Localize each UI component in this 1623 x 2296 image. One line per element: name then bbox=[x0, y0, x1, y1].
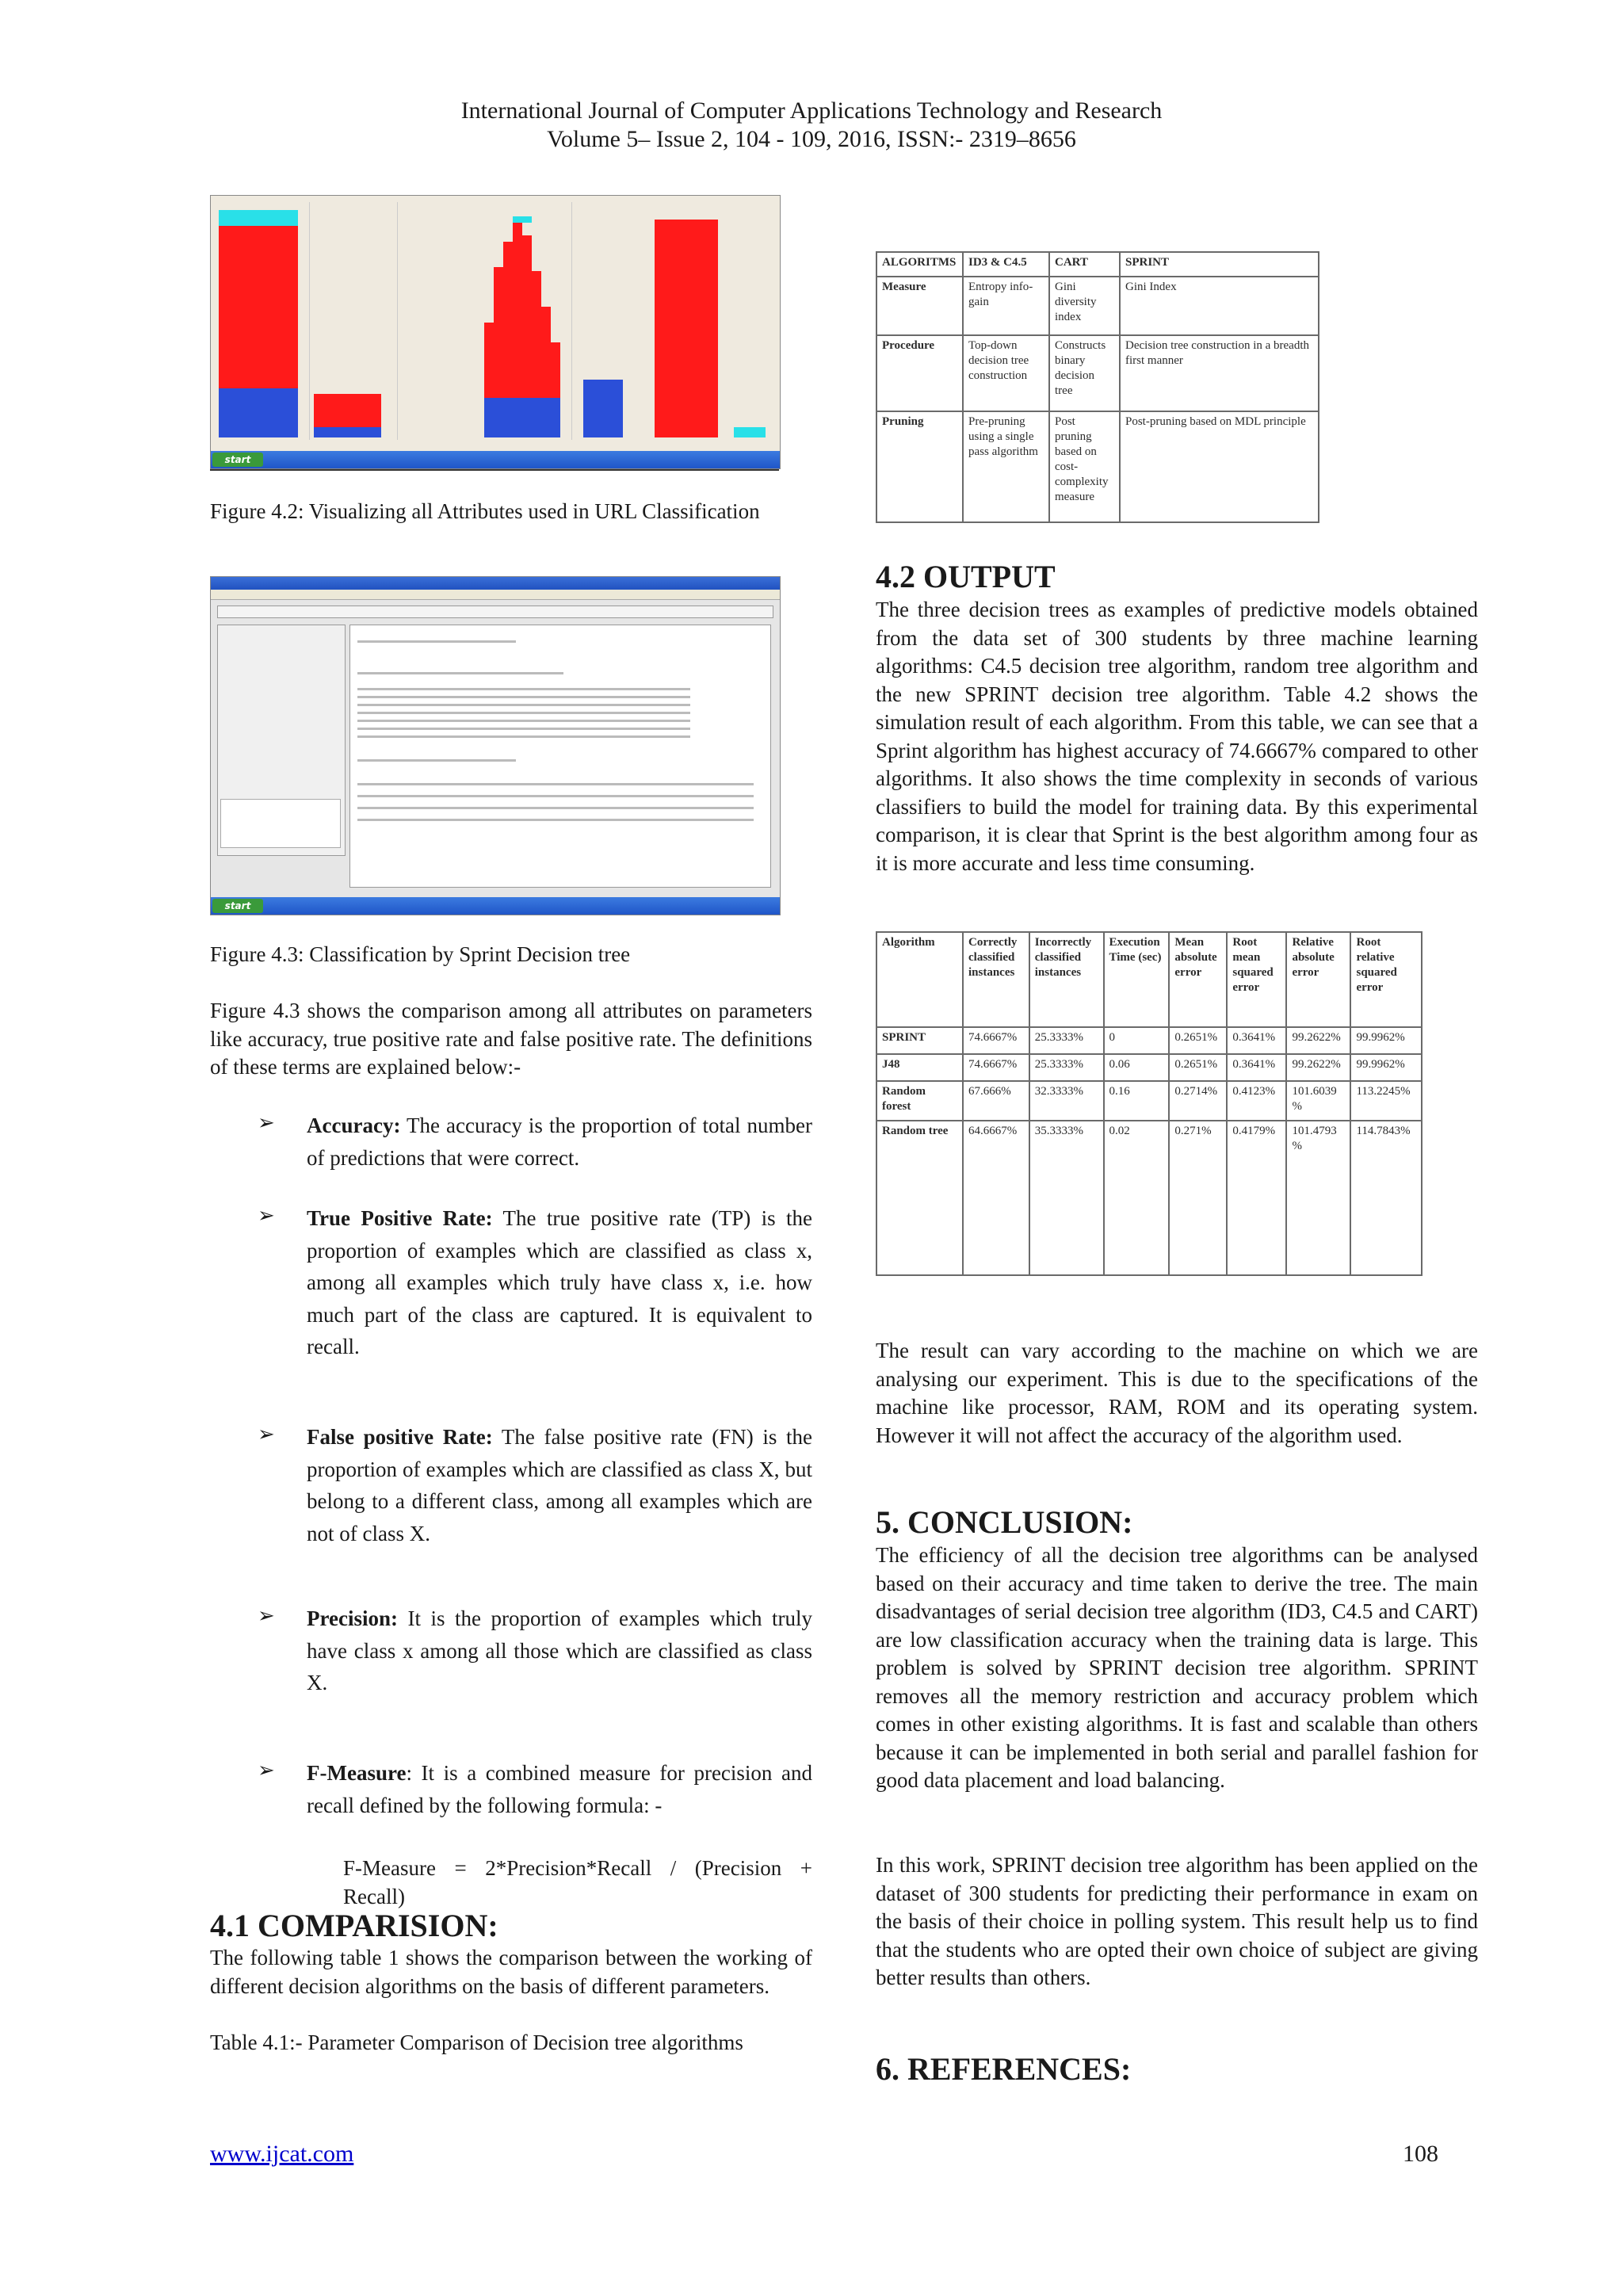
table-cell: 0.3641% bbox=[1227, 1054, 1286, 1081]
table-4-1-caption: Table 4.1:- Parameter Comparison of Decision tree algorithms bbox=[210, 2030, 743, 2054]
figure-4-2-caption: Figure 4.2: Visualizing all Attributes used in URL Classification bbox=[210, 499, 760, 523]
table-header-cell: CART bbox=[1049, 252, 1120, 277]
journal-title: International Journal of Computer Applications Technology and Research bbox=[460, 97, 1163, 124]
figure-4-2-image: start bbox=[210, 195, 781, 469]
arrow-bullet-icon: ➢ bbox=[258, 1604, 275, 1628]
table-cell: 0.271% bbox=[1169, 1121, 1227, 1275]
table-4-1 bbox=[876, 251, 1319, 523]
conclusion-paragraph-2: In this work, SPRINT decision tree algorithm has been applied on the dataset of 300 students for predicting their performance in exam on the basis of their choice in polling system. This result help us to find that the students who are opted their own choice of subject are giving better results than others. bbox=[876, 1853, 1478, 1989]
table-cell: 0.4123% bbox=[1227, 1081, 1286, 1121]
table-row bbox=[876, 411, 1319, 522]
table-header-cell: Relative absolute error bbox=[1286, 932, 1350, 1027]
table-cell: 101.4793 % bbox=[1286, 1121, 1350, 1275]
table-cell: 0.3641% bbox=[1227, 1027, 1286, 1054]
section-5-heading: 5. CONCLUSION: bbox=[876, 1504, 1133, 1540]
f-measure-formula: F-Measure = 2*Precision*Recall / (Precision + Recall) bbox=[343, 1856, 812, 1908]
table-header-cell: ID3 & C4.5 bbox=[963, 252, 1049, 277]
table-cell: 99.2622% bbox=[1286, 1054, 1350, 1081]
table-cell: 99.9962% bbox=[1350, 1027, 1422, 1054]
table-4-2 bbox=[876, 931, 1423, 1276]
arrow-bullet-icon: ➢ bbox=[258, 1423, 275, 1446]
table-cell: 32.3333% bbox=[1029, 1081, 1104, 1121]
table-cell: 67.666% bbox=[963, 1081, 1029, 1121]
table-cell: Decision tree construction in a breadth first manner bbox=[1120, 335, 1319, 411]
table-cell: 74.6667% bbox=[963, 1054, 1029, 1081]
table-cell: 74.6667% bbox=[963, 1027, 1029, 1054]
figure-4-3-image: start bbox=[210, 576, 781, 915]
bullet-true-positive-rate bbox=[258, 1202, 812, 1363]
conclusion-paragraph-1: The efficiency of all the decision tree algorithms can be analysed based on their accuracy and time taken to derive the tree. The main disadvantages of serial decision tree algorithm (ID3, C4.5 and CART) are low classification accuracy when the training data is large. This problem is solved by SPRINT decision tree algorithm. SPRINT removes all the memory restriction and accuracy problem which comes in other existing algorithms. It is fast and scalable than others because it can be implemented in both serial and parallel fashion for good data placement and load balancing. bbox=[876, 1543, 1478, 1792]
bullet-text: : It is a combined measure for precision and recall defined by the following formula: - bbox=[307, 1761, 812, 1817]
journal-volume: Volume 5– Issue 2, 104 - 109, 2016, ISSN:- 2319–8656 bbox=[547, 126, 1076, 152]
table-cell: 25.3333% bbox=[1029, 1027, 1104, 1054]
bullet-false-positive-rate bbox=[258, 1421, 812, 1549]
table-cell: Gini diversity index bbox=[1049, 277, 1120, 335]
table-cell: Pre-pruning using a single pass algorithm bbox=[963, 411, 1049, 522]
table-cell: Constructs binary decision tree bbox=[1049, 335, 1120, 411]
bullet-text: The accuracy is the proportion of total number of predictions that were correct. bbox=[307, 1114, 812, 1170]
section-6-heading: 6. REFERENCES: bbox=[876, 2051, 1132, 2087]
table-cell: 0.16 bbox=[1104, 1081, 1170, 1121]
bullet-text: The false positive rate (FN) is the proportion of examples which are classified as class X, but belong to a different class, among all examples which are not of class X. bbox=[307, 1425, 813, 1545]
journal-website-link[interactable]: www.ijcat.com bbox=[210, 2141, 354, 2167]
table-cell: 113.2245% bbox=[1350, 1081, 1422, 1121]
table-cell: 114.7843% bbox=[1350, 1121, 1422, 1275]
table-row bbox=[876, 277, 1319, 335]
table-cell: 99.9962% bbox=[1350, 1054, 1422, 1081]
bullet-term: F-Measure bbox=[307, 1761, 407, 1785]
table-header-cell: Execution Time (sec) bbox=[1104, 932, 1170, 1027]
figure-4-3-caption: Figure 4.3: Classification by Sprint Decision tree bbox=[210, 942, 631, 966]
table-cell: 0.06 bbox=[1104, 1054, 1170, 1081]
page-number: 108 bbox=[1403, 2141, 1438, 2167]
table-row bbox=[876, 1121, 1422, 1275]
table-header-cell: ALGORITMS bbox=[876, 252, 963, 277]
table-cell: Post pruning based on cost-complexity measure bbox=[1049, 411, 1120, 522]
table-header-cell: Root relative squared error bbox=[1350, 932, 1422, 1027]
table-cell: Procedure bbox=[876, 335, 963, 411]
table-row bbox=[876, 1054, 1422, 1081]
table-cell: Random tree bbox=[876, 1121, 963, 1275]
table-header-cell: Mean absolute error bbox=[1169, 932, 1227, 1027]
table-cell: 25.3333% bbox=[1029, 1054, 1104, 1081]
table-cell: 35.3333% bbox=[1029, 1121, 1104, 1275]
arrow-bullet-icon: ➢ bbox=[258, 1111, 275, 1135]
table-header-cell: Root mean squared error bbox=[1227, 932, 1286, 1027]
table-header-row bbox=[876, 932, 1422, 1027]
table-header-cell: Incorrectly classified instances bbox=[1029, 932, 1104, 1027]
bullet-f-measure bbox=[258, 1757, 812, 1821]
arrow-bullet-icon: ➢ bbox=[258, 1204, 275, 1228]
table-cell: Gini Index bbox=[1120, 277, 1319, 335]
table-cell: Post-pruning based on MDL principle bbox=[1120, 411, 1319, 522]
section-4-1-text: The following table 1 shows the comparison between the working of different decision algorithms on the basis of different parameters. bbox=[210, 1946, 812, 1998]
table-header-cell: Correctly classified instances bbox=[963, 932, 1029, 1027]
table-cell: Pruning bbox=[876, 411, 963, 522]
table-cell: 0.2651% bbox=[1169, 1027, 1227, 1054]
arrow-bullet-icon: ➢ bbox=[258, 1759, 275, 1782]
table-cell: Entropy info-gain bbox=[963, 277, 1049, 335]
bullet-term: Accuracy: bbox=[307, 1114, 401, 1137]
table-header-row bbox=[876, 252, 1319, 277]
table-row bbox=[876, 1081, 1422, 1121]
section-4-1-heading: 4.1 COMPARISION: bbox=[210, 1908, 498, 1943]
result-paragraph: The result can vary according to the machine on which we are analysing our experiment. This is due to the specifications of the machine like processor, RAM, ROM and its operating system. However it will not affect the accuracy of the algorithm used. bbox=[876, 1339, 1478, 1447]
table-cell: 99.2622% bbox=[1286, 1027, 1350, 1054]
table-cell: SPRINT bbox=[876, 1027, 963, 1054]
table-header-cell: SPRINT bbox=[1120, 252, 1319, 277]
table-cell: 0.4179% bbox=[1227, 1121, 1286, 1275]
section-4-2-heading: 4.2 OUTPUT bbox=[876, 559, 1056, 594]
table-cell: 0.2651% bbox=[1169, 1054, 1227, 1081]
table-row bbox=[876, 335, 1319, 411]
journal-header bbox=[0, 97, 1623, 154]
bullet-term: Precision: bbox=[307, 1606, 398, 1630]
table-cell: J48 bbox=[876, 1054, 963, 1081]
section-4-2-text: The three decision trees as examples of predictive models obtained from the data set of 300 students by three machine learning algorithms: C4.5 decision tree algorithm, random tree algorithm and the new SPRINT decision tree algorithm. Table 4.2 shows the simulation result of each algorithm. From this table, we can see that a Sprint algorithm has highest accuracy of 74.6667% compared to other algorithms. It also shows the time complexity in seconds of various classifiers to build the model for training data. By this experimental comparison, it is clear that Sprint is the best algorithm among four as it is more accurate and less time consuming. bbox=[876, 598, 1478, 875]
bullet-term: False positive Rate: bbox=[307, 1425, 493, 1449]
table-cell: Random forest bbox=[876, 1081, 963, 1121]
table-cell: 64.6667% bbox=[963, 1121, 1029, 1275]
table-cell: 0.2714% bbox=[1169, 1081, 1227, 1121]
bullet-accuracy bbox=[258, 1110, 812, 1174]
table-header-cell: Algorithm bbox=[876, 932, 963, 1027]
bullet-term: True Positive Rate: bbox=[307, 1206, 493, 1230]
table-cell: 0.02 bbox=[1104, 1121, 1170, 1275]
bullet-text: The true positive rate (TP) is the proportion of examples which are classified as class x, among all examples which truly have class x, i.e. how much part of the class are captured. It is equivalent to recall. bbox=[307, 1206, 812, 1358]
bullet-text: It is the proportion of examples which truly have class x among all those which are classified as class X. bbox=[307, 1606, 812, 1694]
table-cell: 101.6039 % bbox=[1286, 1081, 1350, 1121]
bullet-precision bbox=[258, 1603, 812, 1699]
table-cell: 0 bbox=[1104, 1027, 1170, 1054]
table-row bbox=[876, 1027, 1422, 1054]
table-cell: Top-down decision tree construction bbox=[963, 335, 1049, 411]
intro-paragraph: Figure 4.3 shows the comparison among all attributes on parameters like accuracy, true positive rate and false positive rate. The definitions of these terms are explained below:- bbox=[210, 999, 812, 1079]
table-cell: Measure bbox=[876, 277, 963, 335]
